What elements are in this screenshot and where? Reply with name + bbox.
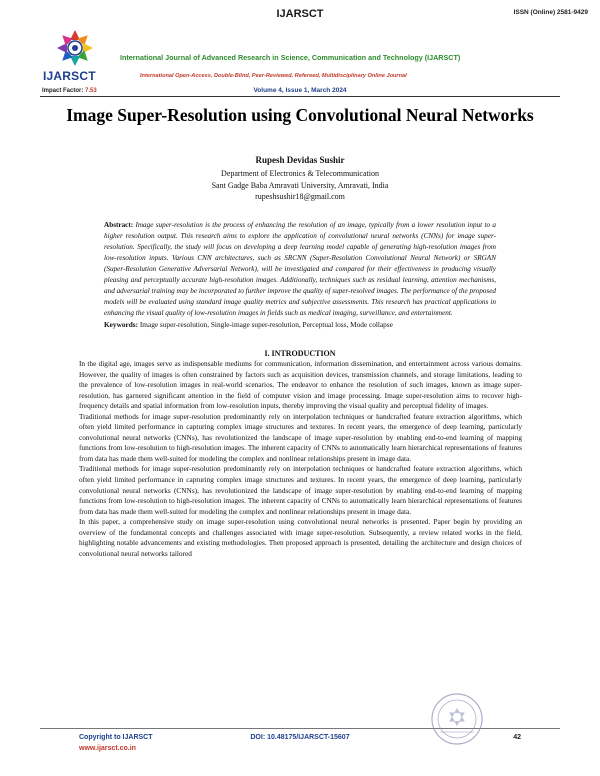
university: Sant Gadge Baba Amravati University, Amravati, India <box>211 180 389 190</box>
seal-petal <box>448 710 455 718</box>
journal-name: IJARSCT <box>276 8 324 20</box>
department: Department of Electronics & Telecommunication <box>221 169 379 178</box>
paragraph: In the digital age, images serve as indispensable mediums for communication, information dissemination, and entertainment across various domains. However, the quality of images is often constrained by factors such as acquisition devices, transmission channels, and storage limitations, leading to the prevalence of low-resolution images in real-world scenarios. The endeavor to enhance the resolution of such images, known as image super-resolution, has garnered significant attention in the field of computer vision and image processing. Image super-resolution aims to recover high-frequency details and spatial information from low-resolution inputs, thereby improving the visual quality and perceptual fidelity of images. <box>79 359 522 411</box>
seal-petal <box>459 710 466 718</box>
keywords-text: Image super-resolution, Single-image super-resolution, Perceptual loss, Mode collapse <box>139 320 393 329</box>
website-link[interactable]: www.ijarsct.co.in <box>79 745 136 752</box>
journal-full-title: International Journal of Advanced Research in Science, Communication and Technology (IJARSCT) <box>120 53 461 62</box>
seal-outer-ring <box>432 694 482 744</box>
section-heading-introduction: I. INTRODUCTION <box>264 349 336 358</box>
impact-label: Impact Factor: <box>42 88 86 94</box>
author-name: Rupesh Devidas Sushir <box>255 155 345 165</box>
paragraph: Traditional methods for image super-resolution predominantly rely on interpolation techniques or handcrafted feature extraction algorithms, which often yield limited performance in capturing complex image structures and textures. In recent years, the emergence of deep learning, particularly convolutional neural networks (CNNs), has revolutionized the landscape of image super-resolution by enabling end-to-end learning of mapping functions from low-resolution to high-resolution images. The inherent capacity of CNNs to automatically learn hierarchical representations of features from data has made them well-suited for modeling the complex and nonlinear relationships present in image data. <box>79 464 522 516</box>
abstract-label: Abstract: <box>104 221 136 229</box>
volume-info: Volume 4, Issue 1, March 2024 <box>253 87 347 94</box>
seal-petal <box>454 721 460 726</box>
affiliation <box>0 168 600 203</box>
journal-seal-stamp <box>430 692 484 746</box>
journal-subtitle: International Open-Access, Double-Blind, Peer-Reviewed, Refereed, Multidisciplinary Online Journal <box>140 73 407 79</box>
impact-value: 7.53 <box>85 88 97 94</box>
issn-label: ISSN (Online) 2581-9429 <box>513 9 588 16</box>
keywords <box>104 320 524 329</box>
author-email[interactable]: rupeshsushir18@gmail.com <box>255 192 345 201</box>
paragraph: In this paper, a comprehensive study on image super-resolution using convolutional neural networks is presented. Paper begin by providing an overview of the fundamental concepts and challenges associated with image super-resolution. Subsequently, a review related works in the field, highlighting notable advancements and existing methodologies. Then proposed approach is presented, detailing the architecture and design choices of convolutional neural networks tailored <box>79 517 522 558</box>
logo-text: IJARSCT <box>43 69 96 83</box>
page-number: 42 <box>513 734 521 741</box>
keywords-label: Keywords: <box>104 320 140 329</box>
seal-petal <box>454 708 460 713</box>
seal-petal <box>448 716 455 724</box>
logo-core <box>72 45 78 51</box>
seal-petal <box>459 716 466 724</box>
paragraph: Traditional methods for image super-resolution predominantly rely on interpolation techniques or handcrafted feature extraction algorithms, which often yield limited performance in capturing complex image structures and textures. In recent years, the emergence of deep learning, particularly convolutional neural networks (CNNs), has revolutionized the landscape of image super-resolution by enabling end-to-end learning of mapping functions from low-resolution to high-resolution images. The inherent capacity of CNNs to automatically learn hierarchical representations of features from data has made them well-suited for modeling the complex and nonlinear relationships present in image data. <box>79 411 522 463</box>
abstract-text: Image super-resolution is the process of enhancing the resolution of an image, typically from a lower resolution input to a higher resolution output. This research aims to explore the application of convolutional neural networks (CNNs) for image super-resolution. Specifically, the study will focus on developing a deep learning model capable of generating high-resolution images from low-resolution inputs. Various CNN architectures, such as SRCNN (Super-Resolution Convolutional Neural Network) or SRGAN (Super-Resolution Generative Adversarial Network), will be investigated and compared for their effectiveness in producing visually pleasing and perceptually accurate high-resolution images. Additionally, techniques such as residual learning, attention mechanisms, and adversarial training may be incorporated to further improve the quality of super-resolved images. The performance of the proposed models will be evaluated using standard image quality metrics and subjective assessments. This research has practical applications in enhancing the visual quality of low-resolution images in fields such as medical imaging, surveillance, and entertainment. <box>104 221 496 317</box>
header-divider <box>40 96 560 97</box>
abstract <box>104 220 496 319</box>
paper-title: Image Super-Resolution using Convolutional Neural Networks <box>66 105 534 125</box>
copyright: Copyright to IJARSCT <box>79 734 153 741</box>
introduction-body <box>79 359 522 559</box>
doi[interactable]: DOI: 10.48175/IJARSCT-15607 <box>250 734 350 741</box>
